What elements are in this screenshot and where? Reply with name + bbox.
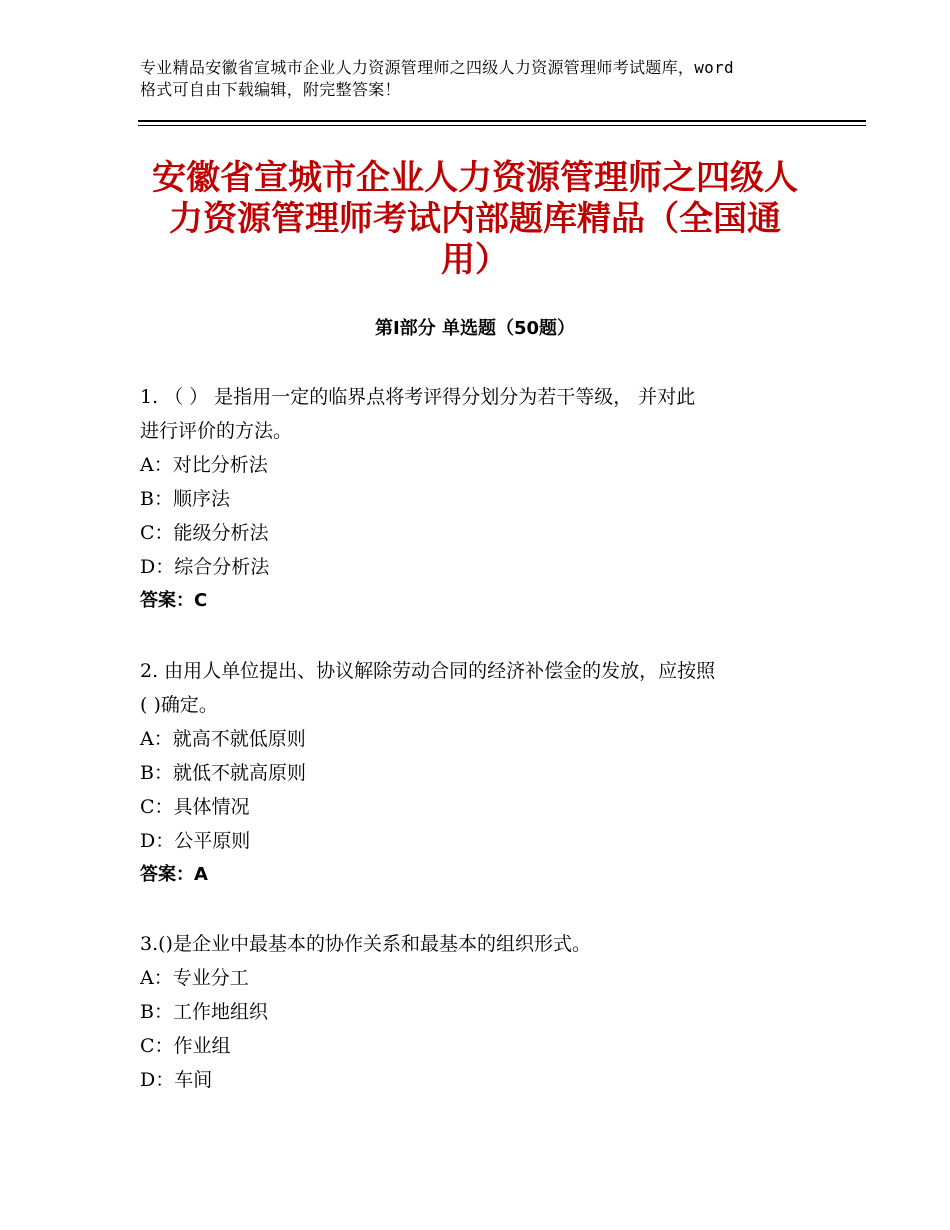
question-stem-line: 1. （ ） 是指用一定的临界点将考评得分划分为若干等级， 并对此 [140, 386, 696, 408]
document-title-line-2: 力资源管理师考试内部题库精品（全国通 [169, 199, 781, 239]
option-a: A：对比分析法 [140, 454, 268, 476]
answer-label: 答案：C [140, 590, 208, 611]
option-a: A：专业分工 [140, 967, 249, 989]
option-d: D：综合分析法 [140, 556, 270, 578]
document-title [140, 158, 810, 281]
option-b: B：顺序法 [140, 488, 230, 510]
question-stem-line: 3.()是企业中最基本的协作关系和最基本的组织形式。 [140, 933, 591, 955]
answer-label: 答案：A [140, 864, 208, 885]
option-c: C：作业组 [140, 1035, 231, 1057]
option-b: B：工作地组织 [140, 1001, 268, 1023]
question-stem-line: 进行评价的方法。 [140, 420, 293, 442]
option-d: D：公平原则 [140, 830, 251, 852]
question-2 [140, 654, 820, 892]
option-d: D：车间 [140, 1069, 213, 1091]
question-stem-line: ( )确定。 [140, 694, 218, 716]
document-title-line-1: 安徽省宣城市企业人力资源管理师之四级人 [152, 158, 798, 198]
section-title: 第Ⅰ部分 单选题（50题） [374, 318, 575, 339]
option-a: A：就高不就低原则 [140, 728, 306, 750]
question-stem-line: 2. 由用人单位提出、协议解除劳动合同的经济补偿金的发放，应按照 [140, 660, 716, 682]
question-1 [140, 380, 820, 618]
header-divider-thick [138, 120, 866, 122]
header-note-line-1: 专业精品安徽省宣城市企业人力资源管理师之四级人力资源管理师考试题库，word [140, 58, 734, 77]
document-title-line-3: 用） [441, 240, 509, 280]
header-note [140, 57, 830, 101]
header-divider-thin [138, 125, 866, 126]
option-b: B：就低不就高原则 [140, 762, 306, 784]
option-c: C：能级分析法 [140, 522, 269, 544]
header-note-line-2: 格式可自由下载编辑，附完整答案！ [140, 80, 401, 99]
option-c: C：具体情况 [140, 796, 250, 818]
question-3 [140, 927, 820, 1097]
